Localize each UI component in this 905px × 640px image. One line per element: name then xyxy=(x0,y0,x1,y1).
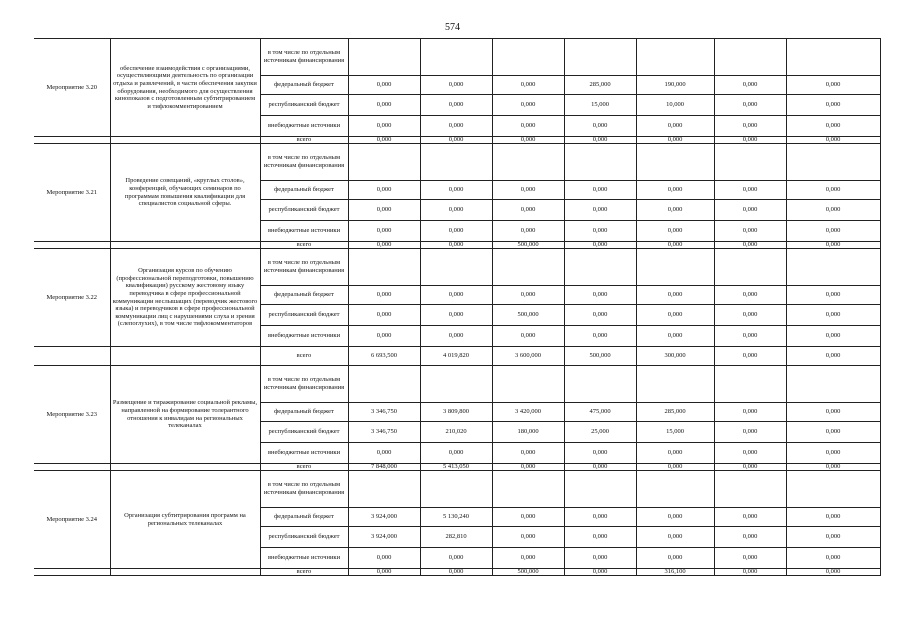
federal-value: 0,000 xyxy=(564,181,636,200)
funding-source-label: в том числе по отдельным источникам финансирования xyxy=(260,144,348,181)
empty-cell xyxy=(34,569,110,576)
federal-value: 0,000 xyxy=(714,508,786,527)
total-value: 500,000 xyxy=(492,242,564,249)
extra-value: 0,000 xyxy=(420,116,492,137)
extra-value: 0,000 xyxy=(786,443,880,464)
republic-value: 0,000 xyxy=(492,527,564,548)
empty-cell xyxy=(564,366,636,403)
empty-cell xyxy=(636,144,714,181)
republic-value: 0,000 xyxy=(564,527,636,548)
republic-value: 0,000 xyxy=(636,527,714,548)
total-value: 0,000 xyxy=(636,242,714,249)
total-value: 0,000 xyxy=(786,137,880,144)
empty-cell xyxy=(636,366,714,403)
extra-value: 0,000 xyxy=(636,443,714,464)
empty-cell xyxy=(636,39,714,76)
federal-value: 0,000 xyxy=(714,286,786,305)
federal-value: 0,000 xyxy=(636,508,714,527)
extra-value: 0,000 xyxy=(786,548,880,569)
empty-cell xyxy=(786,249,880,286)
republic-value: 0,000 xyxy=(348,305,420,326)
funding-source-label: внебюджетные источники xyxy=(260,443,348,464)
federal-value: 0,000 xyxy=(786,286,880,305)
table-row xyxy=(34,144,880,181)
empty-cell xyxy=(420,471,492,508)
empty-cell xyxy=(786,144,880,181)
total-value: 300,000 xyxy=(636,347,714,366)
federal-value: 0,000 xyxy=(420,286,492,305)
empty-cell xyxy=(420,366,492,403)
total-row xyxy=(34,137,880,144)
funding-source-label: федеральный бюджет xyxy=(260,76,348,95)
funding-source-label: федеральный бюджет xyxy=(260,403,348,422)
total-value: 0,000 xyxy=(564,137,636,144)
extra-value: 0,000 xyxy=(348,221,420,242)
republic-value: 0,000 xyxy=(348,200,420,221)
republic-value: 282,810 xyxy=(420,527,492,548)
extra-value: 0,000 xyxy=(714,116,786,137)
empty-cell xyxy=(786,39,880,76)
empty-cell xyxy=(34,242,110,249)
republic-value: 0,000 xyxy=(714,95,786,116)
funding-source-label: всего xyxy=(260,137,348,144)
funding-source-label: в том числе по отдельным источникам финансирования xyxy=(260,249,348,286)
extra-value: 0,000 xyxy=(420,548,492,569)
empty-cell xyxy=(110,242,260,249)
republic-value: 0,000 xyxy=(636,305,714,326)
empty-cell xyxy=(34,464,110,471)
federal-value: 0,000 xyxy=(492,286,564,305)
extra-value: 0,000 xyxy=(492,221,564,242)
total-value: 0,000 xyxy=(714,242,786,249)
empty-cell xyxy=(110,347,260,366)
total-value: 0,000 xyxy=(420,569,492,576)
federal-value: 0,000 xyxy=(492,76,564,95)
republic-value: 210,020 xyxy=(420,422,492,443)
total-value: 0,000 xyxy=(492,137,564,144)
funding-source-label: федеральный бюджет xyxy=(260,181,348,200)
extra-value: 0,000 xyxy=(714,443,786,464)
federal-value: 3 924,000 xyxy=(348,508,420,527)
total-value: 0,000 xyxy=(714,569,786,576)
empty-cell xyxy=(786,471,880,508)
empty-cell xyxy=(110,137,260,144)
total-value: 0,000 xyxy=(420,242,492,249)
empty-cell xyxy=(110,569,260,576)
republic-value: 0,000 xyxy=(786,95,880,116)
republic-value: 0,000 xyxy=(348,95,420,116)
republic-value: 0,000 xyxy=(564,200,636,221)
total-value: 0,000 xyxy=(636,137,714,144)
budget-table-container xyxy=(34,38,880,576)
republic-value: 0,000 xyxy=(714,527,786,548)
extra-value: 0,000 xyxy=(348,116,420,137)
extra-value: 0,000 xyxy=(348,326,420,347)
funding-source-label: республиканский бюджет xyxy=(260,200,348,221)
empty-cell xyxy=(348,249,420,286)
total-row xyxy=(34,242,880,249)
measure-label: Мероприятие 3.21 xyxy=(34,144,110,242)
empty-cell xyxy=(714,39,786,76)
republic-value: 180,000 xyxy=(492,422,564,443)
extra-value: 0,000 xyxy=(492,443,564,464)
empty-cell xyxy=(492,366,564,403)
total-value: 316,100 xyxy=(636,569,714,576)
republic-value: 0,000 xyxy=(492,200,564,221)
funding-source-label: федеральный бюджет xyxy=(260,286,348,305)
republic-value: 0,000 xyxy=(786,200,880,221)
funding-source-label: внебюджетные источники xyxy=(260,326,348,347)
empty-cell xyxy=(34,347,110,366)
federal-value: 0,000 xyxy=(786,181,880,200)
extra-value: 0,000 xyxy=(714,548,786,569)
total-value: 0,000 xyxy=(714,464,786,471)
empty-cell xyxy=(564,471,636,508)
empty-cell xyxy=(348,144,420,181)
republic-value: 0,000 xyxy=(420,95,492,116)
federal-value: 0,000 xyxy=(786,76,880,95)
total-value: 0,000 xyxy=(636,464,714,471)
extra-value: 0,000 xyxy=(636,221,714,242)
extra-value: 0,000 xyxy=(636,116,714,137)
empty-cell xyxy=(636,471,714,508)
federal-value: 475,000 xyxy=(564,403,636,422)
total-value: 7 848,000 xyxy=(348,464,420,471)
federal-value: 0,000 xyxy=(492,508,564,527)
funding-source-label: всего xyxy=(260,242,348,249)
funding-source-label: в том числе по отдельным источникам финансирования xyxy=(260,366,348,403)
republic-value: 10,000 xyxy=(636,95,714,116)
federal-value: 0,000 xyxy=(564,286,636,305)
federal-value: 285,000 xyxy=(564,76,636,95)
measure-description: Организация субтитрирования программ на региональных телеканалах xyxy=(110,471,260,569)
empty-cell xyxy=(348,39,420,76)
measure-description: Организация курсов по обучению (профессиональной переподготовки, повышению квалификации) русскому жестовому языку переводчика в сфере профессиональной коммуникации неслышащих (переводчик жестового языка) и переводчиков в сфере профессиональной коммуникации лиц с нарушениями слуха и зрения (слепоглухих), в том числе тифлокомментаторов xyxy=(110,249,260,347)
federal-value: 0,000 xyxy=(348,286,420,305)
federal-value: 285,000 xyxy=(636,403,714,422)
funding-source-label: всего xyxy=(260,347,348,366)
federal-value: 0,000 xyxy=(348,76,420,95)
total-value: 0,000 xyxy=(348,137,420,144)
funding-source-label: внебюджетные источники xyxy=(260,116,348,137)
extra-value: 0,000 xyxy=(420,221,492,242)
extra-value: 0,000 xyxy=(564,443,636,464)
extra-value: 0,000 xyxy=(420,443,492,464)
budget-table xyxy=(34,38,881,576)
empty-cell xyxy=(564,144,636,181)
federal-value: 0,000 xyxy=(420,181,492,200)
federal-value: 5 130,240 xyxy=(420,508,492,527)
measure-label: Мероприятие 3.23 xyxy=(34,366,110,464)
republic-value: 0,000 xyxy=(420,305,492,326)
empty-cell xyxy=(714,249,786,286)
empty-cell xyxy=(348,366,420,403)
republic-value: 0,000 xyxy=(714,200,786,221)
federal-value: 3 420,000 xyxy=(492,403,564,422)
republic-value: 0,000 xyxy=(492,95,564,116)
funding-source-label: республиканский бюджет xyxy=(260,422,348,443)
extra-value: 0,000 xyxy=(420,326,492,347)
funding-source-label: всего xyxy=(260,569,348,576)
empty-cell xyxy=(714,366,786,403)
extra-value: 0,000 xyxy=(714,326,786,347)
empty-cell xyxy=(786,366,880,403)
federal-value: 3 809,800 xyxy=(420,403,492,422)
federal-value: 0,000 xyxy=(492,181,564,200)
total-value: 6 693,500 xyxy=(348,347,420,366)
funding-source-label: внебюджетные источники xyxy=(260,548,348,569)
funding-source-label: в том числе по отдельным источникам финансирования xyxy=(260,471,348,508)
extra-value: 0,000 xyxy=(714,221,786,242)
total-row xyxy=(34,347,880,366)
extra-value: 0,000 xyxy=(786,221,880,242)
total-value: 0,000 xyxy=(564,242,636,249)
republic-value: 500,000 xyxy=(492,305,564,326)
table-row xyxy=(34,366,880,403)
extra-value: 0,000 xyxy=(564,548,636,569)
funding-source-label: федеральный бюджет xyxy=(260,508,348,527)
total-value: 0,000 xyxy=(786,569,880,576)
total-value: 0,000 xyxy=(492,464,564,471)
budget-table-body xyxy=(34,39,880,576)
measure-label: Мероприятие 3.24 xyxy=(34,471,110,569)
total-row xyxy=(34,464,880,471)
republic-value: 0,000 xyxy=(564,305,636,326)
extra-value: 0,000 xyxy=(636,326,714,347)
funding-source-label: республиканский бюджет xyxy=(260,305,348,326)
republic-value: 0,000 xyxy=(786,305,880,326)
extra-value: 0,000 xyxy=(564,326,636,347)
federal-value: 0,000 xyxy=(348,181,420,200)
extra-value: 0,000 xyxy=(348,443,420,464)
republic-value: 3 346,750 xyxy=(348,422,420,443)
federal-value: 0,000 xyxy=(714,403,786,422)
total-value: 0,000 xyxy=(786,347,880,366)
federal-value: 0,000 xyxy=(564,508,636,527)
empty-cell xyxy=(564,249,636,286)
extra-value: 0,000 xyxy=(492,326,564,347)
federal-value: 0,000 xyxy=(714,76,786,95)
measure-description: Проведение совещаний, «круглых столов», конференций, обучающих семинаров по программам повышения квалификации для специалистов социальной сферы. xyxy=(110,144,260,242)
empty-cell xyxy=(492,249,564,286)
total-value: 0,000 xyxy=(786,464,880,471)
total-value: 500,000 xyxy=(492,569,564,576)
total-value: 500,000 xyxy=(564,347,636,366)
empty-cell xyxy=(420,39,492,76)
empty-cell xyxy=(714,471,786,508)
total-value: 0,000 xyxy=(564,569,636,576)
empty-cell xyxy=(492,39,564,76)
total-value: 0,000 xyxy=(786,242,880,249)
funding-source-label: в том числе по отдельным источникам финансирования xyxy=(260,39,348,76)
funding-source-label: республиканский бюджет xyxy=(260,95,348,116)
empty-cell xyxy=(420,144,492,181)
total-value: 0,000 xyxy=(420,137,492,144)
table-row xyxy=(34,249,880,286)
federal-value: 0,000 xyxy=(420,76,492,95)
empty-cell xyxy=(492,471,564,508)
republic-value: 0,000 xyxy=(714,422,786,443)
empty-cell xyxy=(110,464,260,471)
extra-value: 0,000 xyxy=(492,116,564,137)
measure-description: обеспечение взаимодействия с организациями, осуществляющими деятельность по организации отдыха и развлечений, в части обеспечения закупки оборудования, необходимого для осуществления кинопоказов с подготовленным субтитрированием и тифлокомментированием xyxy=(110,39,260,137)
empty-cell xyxy=(564,39,636,76)
federal-value: 0,000 xyxy=(636,181,714,200)
federal-value: 0,000 xyxy=(786,403,880,422)
total-value: 4 019,820 xyxy=(420,347,492,366)
republic-value: 0,000 xyxy=(786,422,880,443)
total-value: 3 600,000 xyxy=(492,347,564,366)
empty-cell xyxy=(492,144,564,181)
funding-source-label: всего xyxy=(260,464,348,471)
extra-value: 0,000 xyxy=(564,116,636,137)
republic-value: 0,000 xyxy=(636,200,714,221)
republic-value: 25,000 xyxy=(564,422,636,443)
extra-value: 0,000 xyxy=(564,221,636,242)
empty-cell xyxy=(714,144,786,181)
total-value: 0,000 xyxy=(348,242,420,249)
total-value: 0,000 xyxy=(564,464,636,471)
measure-label: Мероприятие 3.22 xyxy=(34,249,110,347)
empty-cell xyxy=(34,137,110,144)
total-value: 0,000 xyxy=(348,569,420,576)
extra-value: 0,000 xyxy=(348,548,420,569)
republic-value: 0,000 xyxy=(420,200,492,221)
federal-value: 0,000 xyxy=(636,286,714,305)
federal-value: 190,000 xyxy=(636,76,714,95)
total-row xyxy=(34,569,880,576)
total-value: 0,000 xyxy=(714,137,786,144)
republic-value: 0,000 xyxy=(786,527,880,548)
funding-source-label: республиканский бюджет xyxy=(260,527,348,548)
measure-description: Размещение и тиражирование социальной рекламы, направленной на формирование толерантного отношения к инвалидам на региональных телеканалах xyxy=(110,366,260,464)
table-row xyxy=(34,39,880,76)
federal-value: 3 346,750 xyxy=(348,403,420,422)
federal-value: 0,000 xyxy=(714,181,786,200)
measure-label: Мероприятие 3.20 xyxy=(34,39,110,137)
republic-value: 0,000 xyxy=(714,305,786,326)
funding-source-label: внебюджетные источники xyxy=(260,221,348,242)
federal-value: 0,000 xyxy=(786,508,880,527)
page-number: 574 xyxy=(445,22,460,33)
extra-value: 0,000 xyxy=(636,548,714,569)
republic-value: 15,000 xyxy=(564,95,636,116)
table-row xyxy=(34,471,880,508)
extra-value: 0,000 xyxy=(786,326,880,347)
republic-value: 3 924,000 xyxy=(348,527,420,548)
total-value: 0,000 xyxy=(714,347,786,366)
empty-cell xyxy=(420,249,492,286)
extra-value: 0,000 xyxy=(492,548,564,569)
republic-value: 15,000 xyxy=(636,422,714,443)
total-value: 5 413,050 xyxy=(420,464,492,471)
extra-value: 0,000 xyxy=(786,116,880,137)
empty-cell xyxy=(636,249,714,286)
empty-cell xyxy=(348,471,420,508)
